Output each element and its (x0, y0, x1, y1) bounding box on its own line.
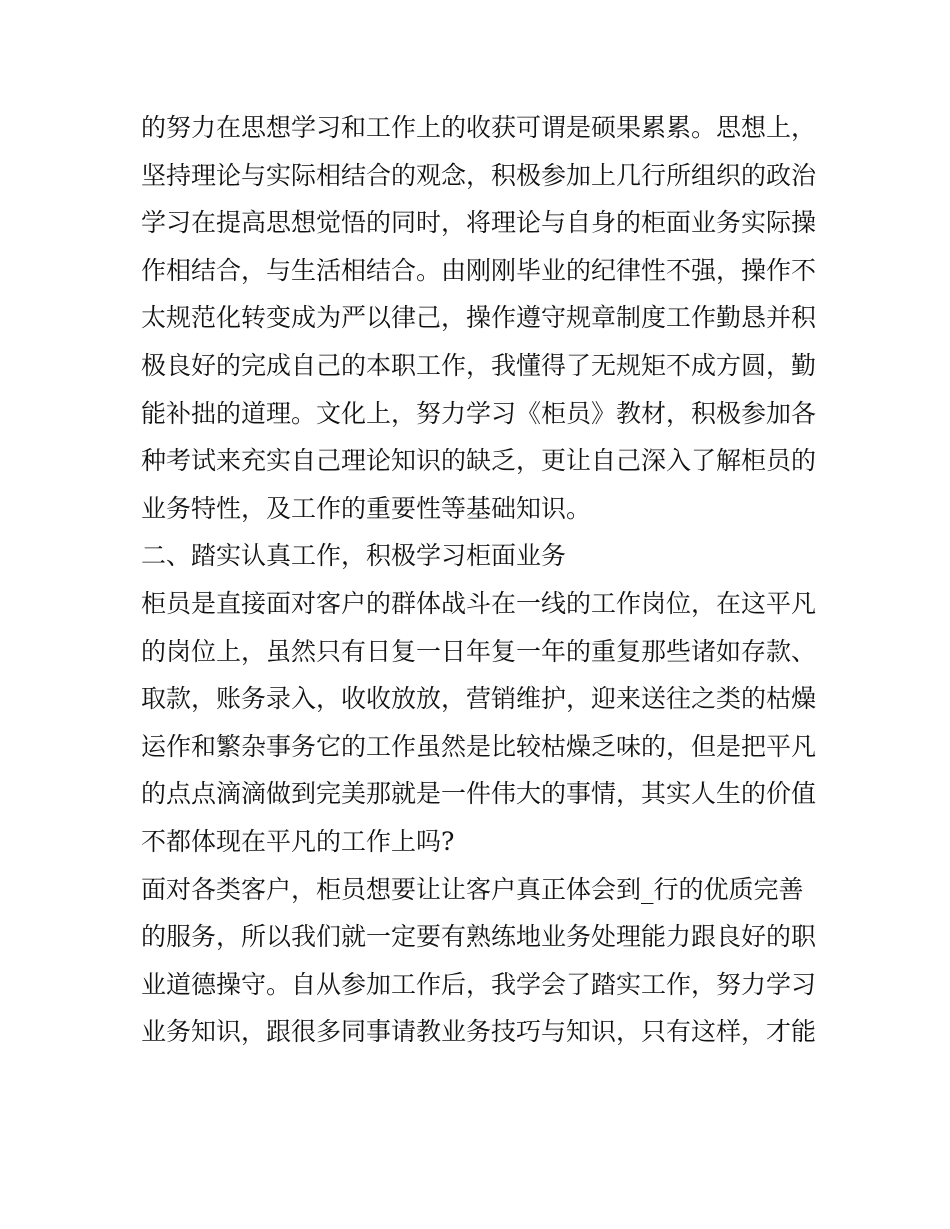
text-line-16: 不都体现在平凡的工作上吗? (141, 826, 455, 856)
text-line-19: 业道德操守。自从参加工作后，我学会了踏实工作，努力学习 (141, 969, 817, 999)
section-heading: 二、踏实认真工作，积极学习柜面业务 (141, 541, 567, 571)
text-line-20: 业务知识，跟很多同事请教业务技巧与知识，只有这样，才能 (141, 1017, 817, 1047)
text-line-14: 运作和繁杂事务它的工作虽然是比较枯燥乏味的，但是把平凡 (141, 731, 817, 761)
text-line-12: 的岗位上，虽然只有日复一日年复一年的重复那些诸如存款、 (141, 636, 817, 666)
document-body-text (141, 104, 821, 1056)
text-line-18: 的服务，所以我们就一定要有熟练地业务处理能力跟良好的职 (141, 922, 817, 952)
text-line-6: 极良好的完成自己的本职工作，我懂得了无规矩不成方圆，勤 (141, 350, 817, 380)
text-line-11: 柜员是直接面对客户的群体战斗在一线的工作岗位，在这平凡 (141, 588, 817, 618)
text-line-4: 作相结合，与生活相结合。由刚刚毕业的纪律性不强，操作不 (141, 255, 817, 285)
text-line-7: 能补拙的道理。文化上，努力学习《柜员》教材，积极参加各 (141, 398, 817, 428)
text-line-3: 学习在提高思想觉悟的同时，将理论与自身的柜面业务实际操 (141, 208, 817, 238)
text-line-9: 业务特性，及工作的重要性等基础知识。 (141, 493, 592, 523)
text-line-8: 种考试来充实自己理论知识的缺乏，更让自己深入了解柜员的 (141, 446, 817, 476)
text-line-1: 的努力在思想学习和工作上的收获可谓是硕果累累。思想上， (141, 113, 817, 142)
text-line-2: 坚持理论与实际相结合的观念，积极参加上几行所组织的政治 (141, 160, 817, 190)
text-line-5: 太规范化转变成为严以律己，操作遵守规章制度工作勤恳并积 (141, 303, 817, 333)
text-line-15: 的点点滴滴做到完美那就是一件伟大的事情，其实人生的价值 (141, 779, 817, 809)
text-line-13: 取款，账务录入，收收放放，营销维护，迎来送往之类的枯燥 (141, 684, 817, 714)
text-line-17: 面对各类客户，柜员想要让让客户真正体会到_行的优质完善 (141, 874, 804, 904)
